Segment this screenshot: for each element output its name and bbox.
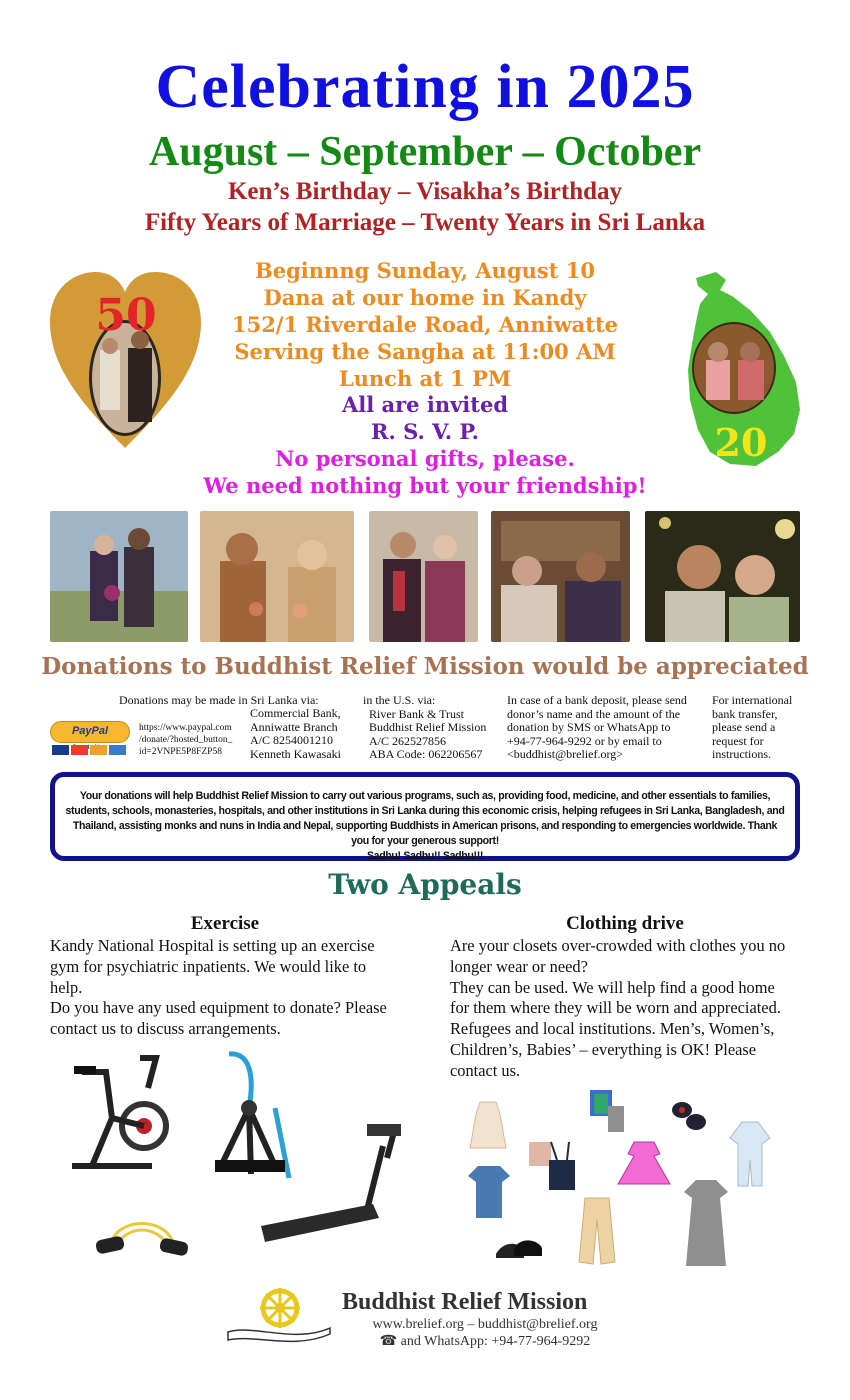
event-no-gifts: No personal gifts, please.	[275, 446, 575, 471]
sadhu-text: Sadhu! Sadhu!! Sadhu!!!	[366, 850, 484, 862]
boys-outfit-icon	[584, 1088, 630, 1134]
months-heading: August – September – October	[148, 129, 702, 175]
donation-purpose-text: Your donations will help Buddhist Relief Mission to carry out various programs, such as, providing food, medicine, and other essentials to families, students, schools, monasteries, hospitals, and other institutions in Sri Lanka during this economic crisis, helping refugees in Sri Lanka, Bangladesh, and Thailand, assisting monks and nuns in India and Nepal, supporting Buddhists in American prisons, and responding to emergencies worldwide. Thank you for your generous support!	[65, 790, 785, 847]
event-dana: Dana at our home in Kandy	[263, 285, 587, 310]
international-line: request for	[712, 733, 764, 748]
photo-couple-evening	[645, 511, 800, 642]
international-info	[712, 694, 807, 762]
footer-phone	[340, 1333, 630, 1350]
donations-intro: Donations may be made in Sri Lanka via:	[119, 693, 319, 707]
heart-50-badge	[48, 270, 203, 450]
bank-line: Commercial Bank,	[250, 706, 341, 720]
photo-couple-temple	[491, 511, 630, 642]
us-line: ABA Code: 062206567	[369, 747, 483, 761]
bank-line: Kenneth Kawasaki	[250, 746, 341, 761]
baby-sleeper-icon	[728, 1120, 772, 1190]
deposit-line: donor’s name and the amount of the	[507, 706, 681, 721]
event-lunch: Lunch at 1 PM	[338, 366, 512, 391]
footer-phone-text: and WhatsApp: +94-77-964-9292	[400, 1334, 591, 1349]
donation-purpose-box	[50, 772, 800, 861]
treadmill-icon	[255, 1118, 415, 1248]
bank-deposit-info	[507, 694, 707, 762]
international-line: For international	[712, 693, 793, 707]
baby-shoes-icon	[668, 1098, 712, 1134]
footer-contact[interactable]: www.brelief.org – buddhist@brelief.org	[372, 1317, 598, 1332]
international-line: bank transfer,	[712, 706, 778, 721]
exercise-bike-icon	[52, 1048, 172, 1178]
deposit-line: +94-77-964-9292 or by email to	[507, 733, 662, 748]
photo-couple-indoors	[369, 511, 478, 642]
birthdays-line: Ken’s Birthday – Visakha’s Birthday	[227, 178, 623, 205]
bank-line: Anniwatte Branch	[250, 719, 338, 734]
international-line: please send a	[712, 720, 776, 734]
event-address: 152/1 Riverdale Road, Anniwatte	[231, 312, 619, 337]
us-line: A/C 262527856	[369, 733, 447, 748]
us-line: in the U.S. via:	[363, 693, 436, 707]
anniversary-line: Fifty Years of Marriage – Twenty Years in Sri Lanka	[144, 209, 706, 236]
exercise-paragraph: Kandy National Hospital is setting up an exercise gym for psychiatric inpatients. We would like to help.	[50, 936, 375, 997]
phone-icon: ☎	[379, 1334, 398, 1349]
event-invited: All are invited	[341, 392, 509, 417]
event-start: Beginnng Sunday, August 10	[255, 258, 595, 283]
sneakers-icon	[494, 1236, 544, 1262]
paypal-url-line: /donate/?hosted_button_	[139, 735, 233, 745]
card-logos-icon	[52, 745, 130, 755]
paypal-donate-button[interactable]	[50, 721, 130, 757]
sri-lanka-bank-info	[250, 707, 360, 761]
dharma-wheel-hand-logo	[224, 1284, 334, 1346]
deposit-line: donation by SMS or WhatsApp to	[507, 720, 671, 734]
resistance-band-icon	[92, 1212, 192, 1267]
us-bank-info	[363, 694, 503, 762]
us-line: Buddhist Relief Mission	[369, 720, 487, 734]
deposit-line: <buddhist@brelief.org>	[507, 747, 624, 761]
page-title: Celebrating in 2025	[155, 53, 695, 121]
event-sangha: Serving the Sangha at 11:00 AM	[234, 339, 616, 364]
sri-lanka-20-badge	[686, 270, 804, 470]
heart-number: 50	[95, 290, 157, 341]
paypal-logo: PayPal	[71, 725, 109, 737]
us-line: River Bank & Trust	[369, 706, 465, 721]
deposit-line: In case of a bank deposit, please send	[507, 693, 687, 707]
paypal-url-line: https://www.paypal.com	[139, 723, 232, 733]
exercise-text	[50, 936, 395, 1040]
event-rsvp: R. S. V. P.	[371, 419, 479, 444]
khaki-trousers-icon	[577, 1196, 617, 1266]
exercise-paragraph: Do you have any used equipment to donate? Please contact us to discuss arrangements.	[50, 998, 387, 1039]
paypal-url[interactable]	[139, 722, 249, 758]
event-friendship: We need nothing but your friendship!	[203, 473, 647, 498]
clothing-paragraph: They can be used. We will help find a good home for them where they will be worn and appreciated. Refugees and local institutions. Men’s, Women’s, Children’s, Babies’ – everything is OK! Please contact us.	[450, 977, 781, 1080]
footer-org-name: Buddhist Relief Mission	[342, 1289, 588, 1315]
international-line: instructions.	[712, 747, 771, 761]
bank-line: A/C 8254001210	[250, 733, 334, 747]
gray-dress-icon	[678, 1178, 734, 1270]
donations-heading: Donations to Buddhist Relief Mission would be appreciated	[41, 653, 809, 680]
pink-dress-icon	[614, 1140, 674, 1188]
photo-couple-flowers	[200, 511, 354, 642]
photo-couple-1970s	[50, 511, 188, 642]
exercise-heading: Exercise	[190, 913, 260, 934]
polo-shirt-icon	[466, 1164, 512, 1220]
clothing-heading: Clothing drive	[566, 913, 684, 934]
clothing-text	[450, 936, 790, 1082]
map-number: 20	[714, 420, 768, 465]
two-appeals-heading: Two Appeals	[328, 868, 522, 901]
kids-shirt-shorts-icon	[527, 1138, 583, 1194]
baby-dress-icon	[468, 1100, 508, 1152]
clothing-paragraph: Are your closets over-crowded with clothes you no longer wear or need?	[450, 936, 786, 976]
paypal-url-line: id=2VNPE5P8FZP58	[139, 747, 222, 757]
